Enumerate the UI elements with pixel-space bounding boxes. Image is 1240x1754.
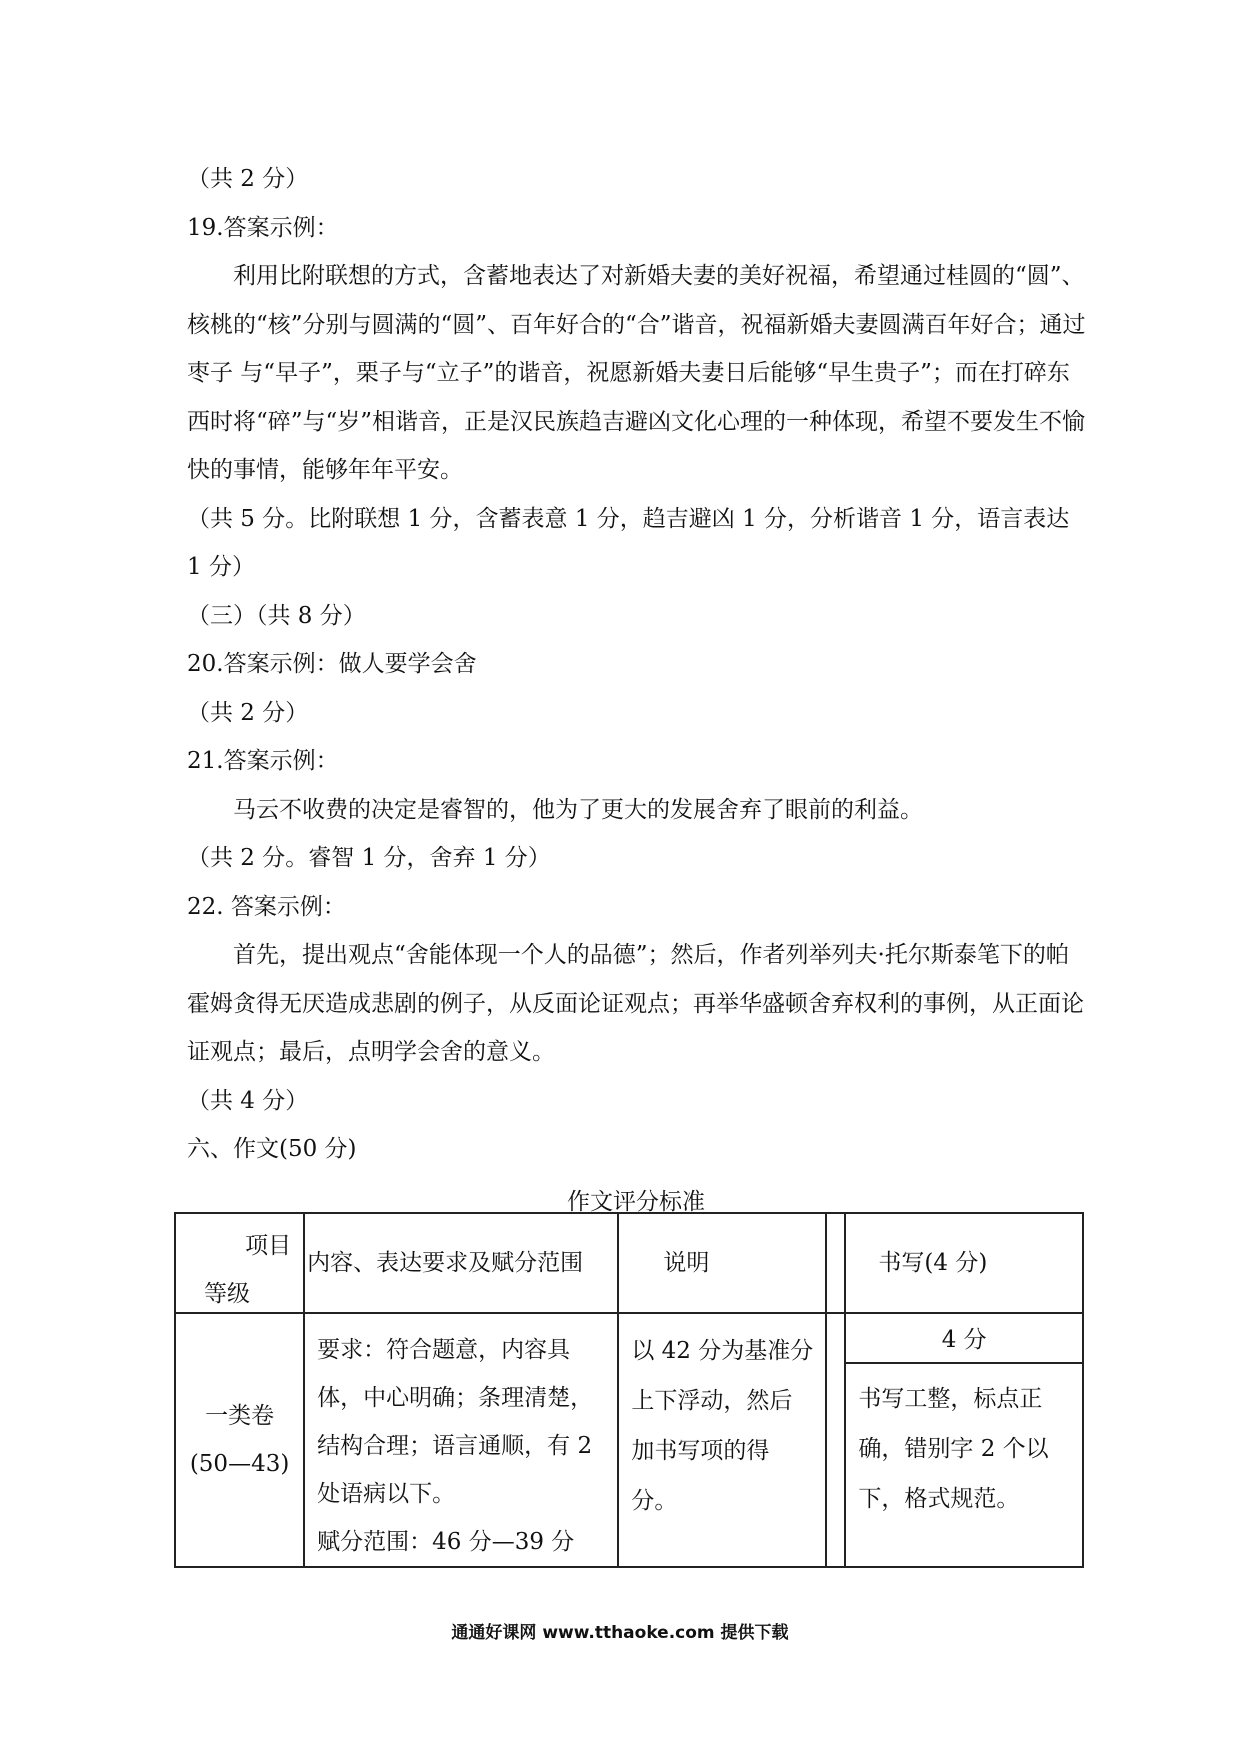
answer-20: 20.答案示例：做人要学会舍 xyxy=(187,651,477,677)
section-3-heading: （三）（共 8 分） xyxy=(187,602,366,629)
table-caption: 作文评分标准 xyxy=(567,1188,705,1215)
answer-22-text: 首先，提出观点“舍能体现一个人的品德”；然后，作者列举列夫·托尔斯泰笔下的帕霍姆贪得无厌造成悲剧的例子，从反面论证观点；再举华盛顿舍弃权利的事例，从正面论证观点；最后，点明学会舍的意义。 xyxy=(187,942,1084,1065)
note-header: 说明 xyxy=(618,1213,825,1313)
answer-21-text: 马云不收费的决定是睿智的，他为了更大的发展舍弃了眼前的利益。 xyxy=(233,796,923,823)
writing-description: 书写工整，标点正确，错别字 2 个以下，格式规范。 xyxy=(858,1386,1049,1512)
score-19-note: （共 5 分。比附联想 1 分，含蓄表意 1 分，趋吉避凶 1 分，分析谐音 1 分，语言表达 1 分） xyxy=(187,505,1070,580)
score-22-note: （共 4 分） xyxy=(187,1087,309,1114)
grade-range: (50—43) xyxy=(189,1451,290,1477)
requirements-text: 要求：符合题意，内容具体，中心明确；条理清楚，结构合理；语言通顺，有 2 处语病以下。 xyxy=(317,1337,594,1507)
grade-header: 等级 xyxy=(204,1281,250,1307)
grade-name: 一类卷 xyxy=(205,1403,275,1429)
requirements-cell xyxy=(304,1313,618,1567)
table-header-row xyxy=(175,1213,1083,1313)
writing-cell xyxy=(845,1313,1083,1567)
score-20-note: （共 2 分） xyxy=(187,699,309,726)
writing-score: 4 分 xyxy=(846,1318,1082,1364)
footer-watermark: 通通好课网 www.tthaoke.com 提供下载 xyxy=(451,1623,789,1643)
writing-header: 书写(4 分) xyxy=(845,1213,1083,1313)
note-cell: 以 42 分为基准分上下浮动，然后加书写项的得分。 xyxy=(618,1313,825,1567)
spacer-cell xyxy=(826,1313,846,1567)
score-21-note: （共 2 分。睿智 1 分，舍弃 1 分） xyxy=(187,845,551,871)
requirements-header: 内容、表达要求及赋分范围 xyxy=(304,1213,618,1313)
table-row xyxy=(175,1313,1083,1567)
item-grade-header xyxy=(175,1213,304,1313)
score-range-text: 赋分范围：46 分—39 分 xyxy=(317,1529,575,1555)
question-22-label: 22. 答案示例： xyxy=(187,893,346,920)
answer-19-text: 利用比附联想的方式，含蓄地表达了对新婚夫妻的美好祝福，希望通过桂圆的“圆”、核桃的“核”分别与圆满的“圆”、百年好合的“合”谐音，祝福新婚夫妻圆满百年好合；通过枣子 与“早子”，栗子与“立子”的谐音，祝愿新婚夫妻日后能够“早生贵子”；而在打碎东西时将“碎”与“岁”相谐音，正是汉民族趋吉避凶文化心理的一种体现，希望不要发生不愉快的事情，能够年年平安。 xyxy=(187,263,1086,483)
question-19-label: 19.答案示例： xyxy=(187,214,339,241)
grade-cell xyxy=(175,1313,304,1567)
item-header: 项目 xyxy=(245,1233,292,1259)
spacer-column xyxy=(826,1213,846,1313)
question-21-label: 21.答案示例： xyxy=(187,748,339,774)
answer-content xyxy=(187,155,1087,1226)
scoring-table xyxy=(174,1212,1084,1568)
section-6-heading: 六、作文(50 分) xyxy=(187,1136,357,1162)
score-note: （共 2 分） xyxy=(187,166,309,192)
